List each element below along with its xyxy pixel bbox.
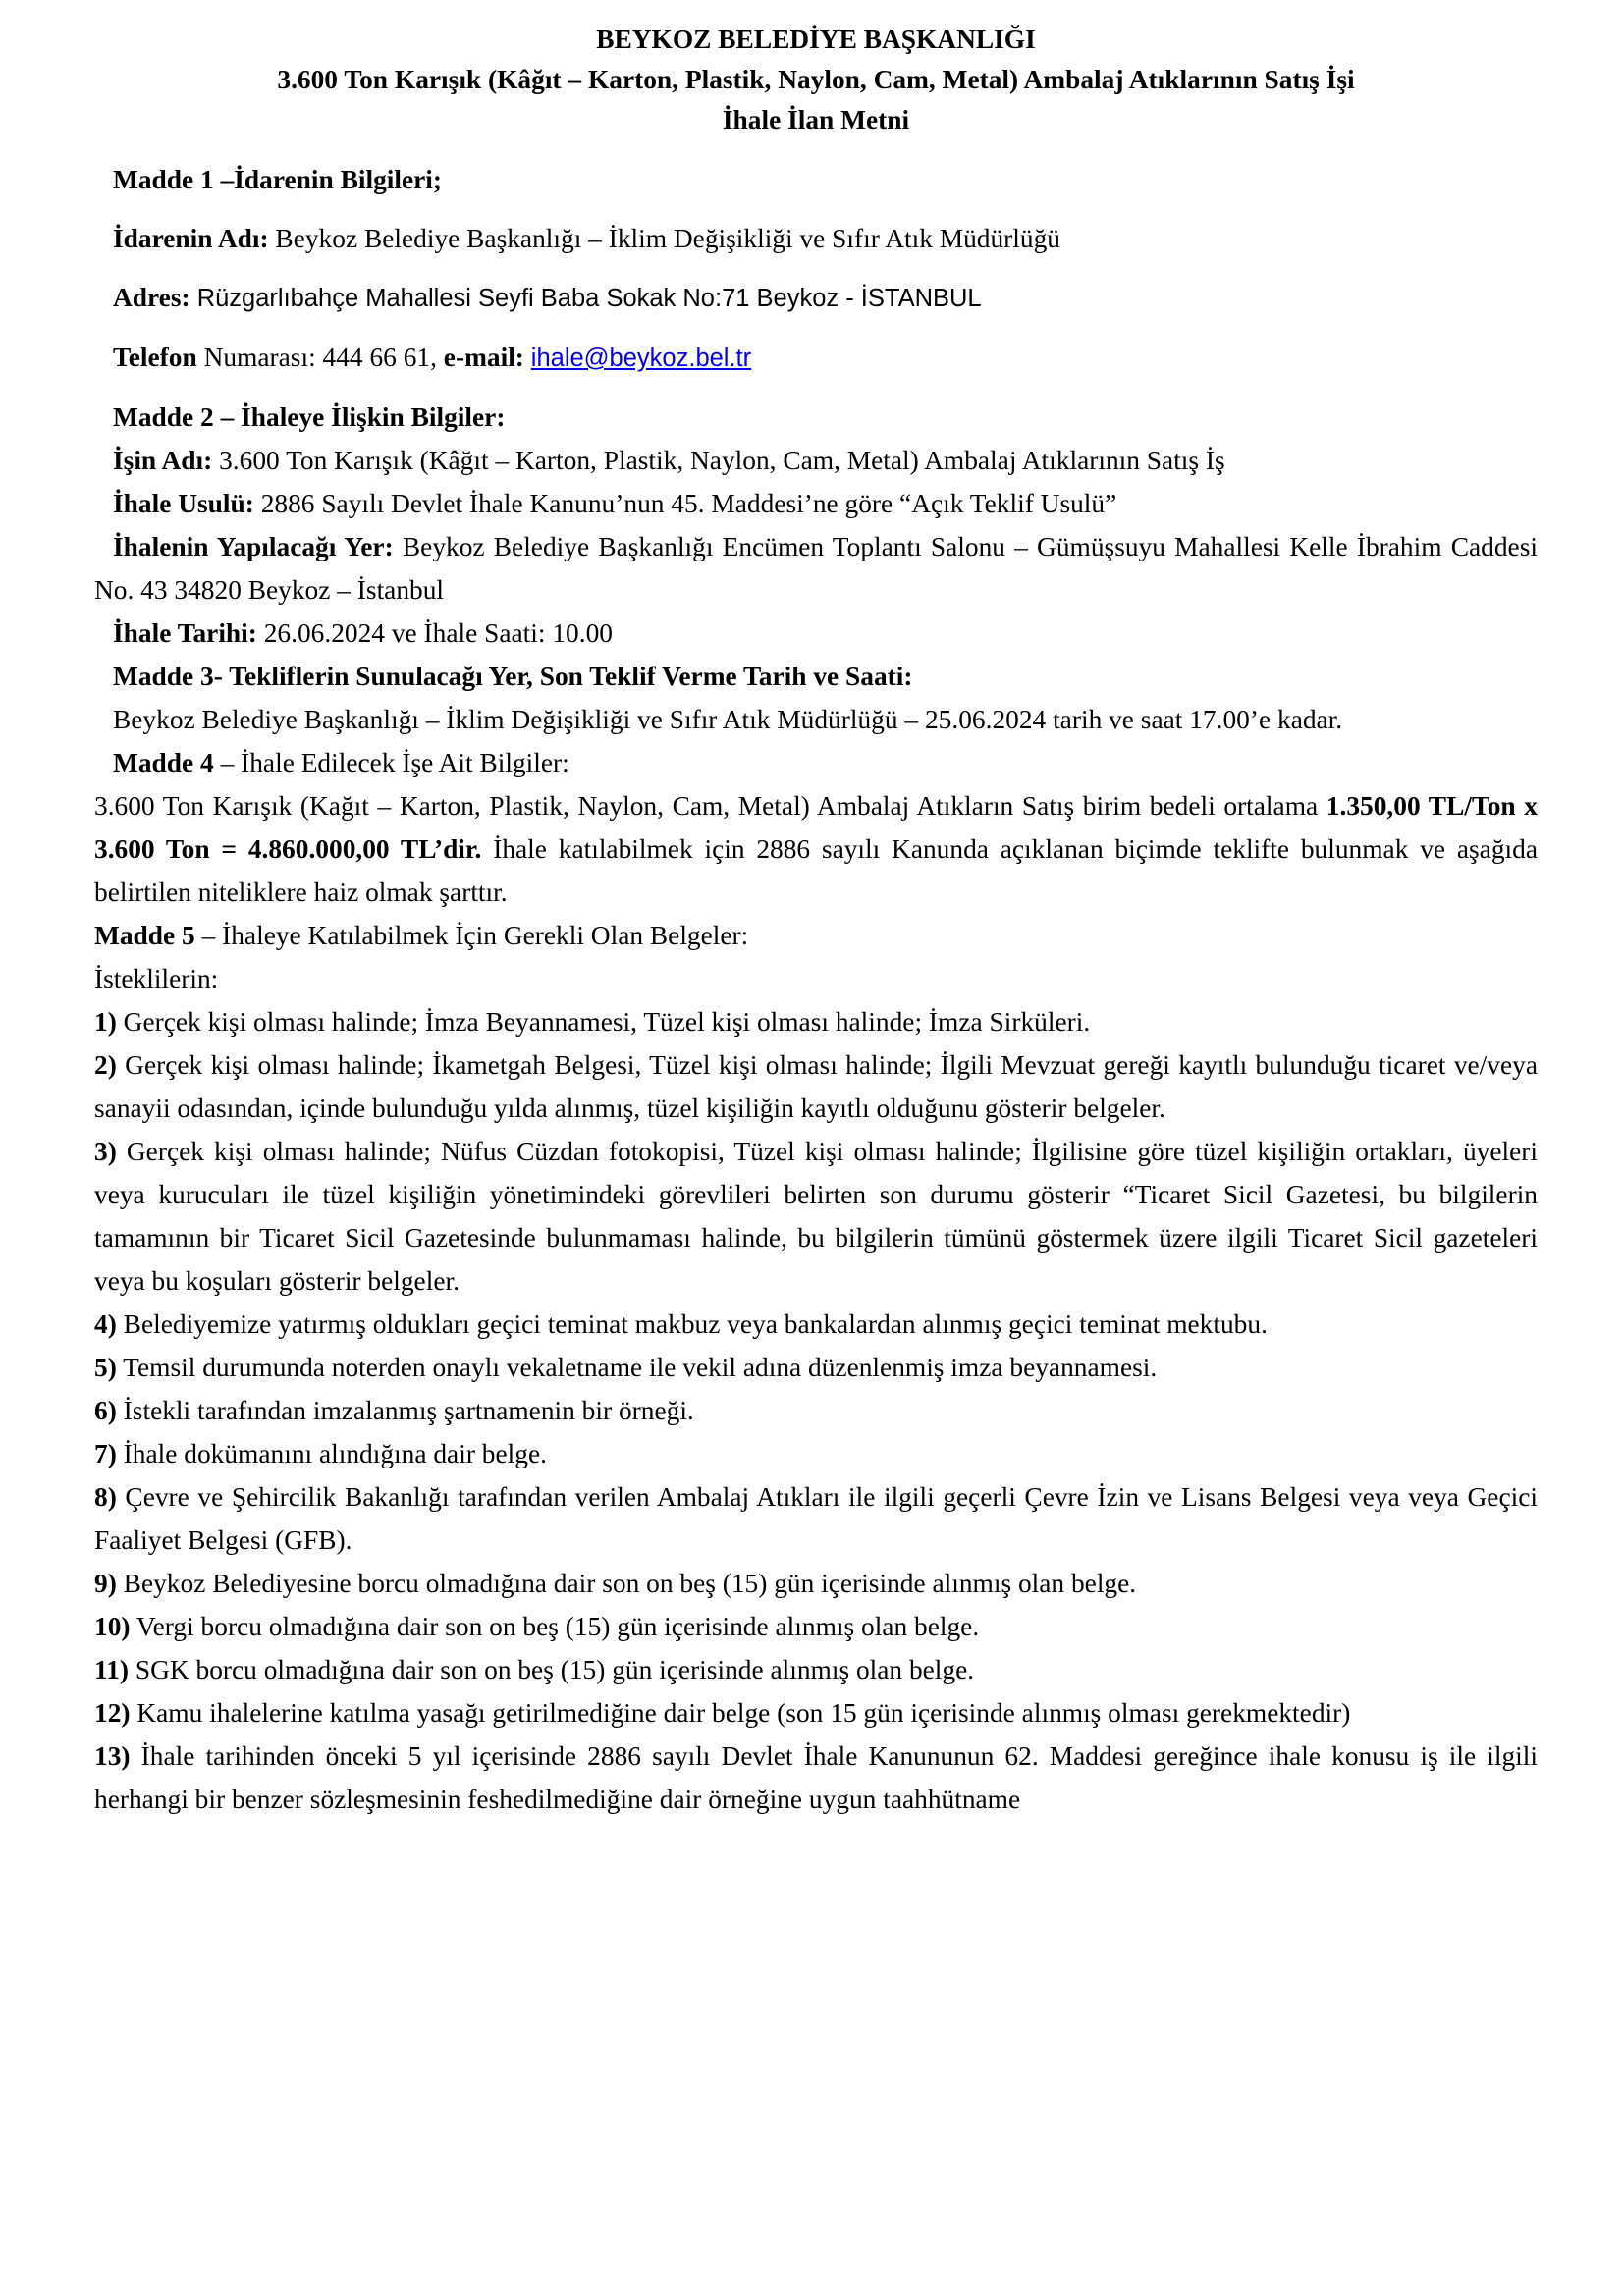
m2-method-value: 2886 Sayılı Devlet İhale Kanunu’nun 45. Maddesi’ne göre “Açık Teklif Usulü” <box>253 489 1117 518</box>
m4-price: 1.350,00 TL/Ton x 3.600 Ton = 4.860.000,00 TL’dir. <box>94 791 1538 864</box>
m2-place <box>94 525 1538 612</box>
m2-date-label: İhale Tarihi: <box>113 618 257 648</box>
m3-title: Madde 3- Tekliflerin Sunulacağı Yer, Son Teklif Verme Tarih ve Saati: <box>113 662 913 691</box>
m1-name-label: İdarenin Adı: <box>113 224 269 253</box>
m4-title: Madde 4 – İhale Edilecek İşe Ait Bilgiler: <box>113 748 569 777</box>
m1-name-value: Beykoz Belediye Başkanlığı – İklim Değişikliği ve Sıfır Atık Müdürlüğü <box>268 224 1060 253</box>
m1-name <box>94 217 1538 260</box>
m1-address-value: Rüzgarlıbahçe Mahallesi Seyfi Baba Sokak No:71 Beykoz - İSTANBUL <box>189 285 982 312</box>
list-item: 7) İhale dokümanını alındığına dair belge. <box>94 1439 547 1468</box>
list-item: 3) Gerçek kişi olması halinde; Nüfus Cüzdan fotokopisi, Tüzel kişi olması halinde; İlgilisine göre tüzel kişiliğin ortakları, üyeleri veya kurucuları ile tüzel kişiliğin yönetimindeki görevlileri belirten son durumu gösterir “Ticaret Sicil Gazetesi, bu bilgilerin tamamının bir Ticaret Sicil Gazetesinde bulunmaması halinde, bu bilgilerin tümünü göstermek üzere ilgili Ticaret Sicil gazeteleri veya bu koşuları gösterir belgeler. <box>94 1137 1538 1296</box>
m2-method <box>94 482 1538 525</box>
list-item: 6) İstekli tarafından imzalanmış şartnamenin bir örneği. <box>94 1396 694 1425</box>
list-item: 5) Temsil durumunda noterden onaylı vekaletname ile vekil adına düzenlenmiş imza beyannamesi. <box>94 1353 1158 1382</box>
list-item: 13) İhale tarihinden önceki 5 yıl içerisinde 2886 sayılı Devlet İhale Kanununun 62. Maddesi gereğince ihale konusu iş ile ilgili herhangi bir benzer sözleşmesinin feshedilmediğine dair örneğine uygun taahhütname <box>94 1741 1538 1814</box>
list-item: 4) Belediyemize yatırmış oldukları geçici teminat makbuz veya bankalardan alınmış geçici teminat mektubu. <box>94 1309 1268 1339</box>
m1-address-label: Adres: <box>113 283 190 312</box>
m2-job-value: 3.600 Ton Karışık (Kâğıt – Karton, Plastik, Naylon, Cam, Metal) Ambalaj Atıklarının Satış İş <box>212 446 1225 475</box>
m2-job <box>94 439 1538 482</box>
m1-tel-label: Telefon <box>113 343 197 372</box>
m2-job-label: İşin Adı: <box>113 446 213 475</box>
m1-address <box>94 276 1538 320</box>
list-item: 9) Beykoz Belediyesine borcu olmadığına dair son on beş (15) gün içerisinde alınmış olan belge. <box>94 1569 1137 1598</box>
m2-date <box>94 612 1538 655</box>
list-item: 12) Kamu ihalelerine katılma yasağı getirilmediğine dair belge (son 15 gün içerisinde alınmış olması gerekmektedir) <box>94 1698 1351 1728</box>
header-institution: BEYKOZ BELEDİYE BAŞKANLIĞI <box>596 25 1036 54</box>
email-link[interactable]: ihale@beykoz.bel.tr <box>530 345 752 372</box>
m1-title: Madde 1 –İdarenin Bilgileri; <box>113 165 443 194</box>
list-item: 8) Çevre ve Şehircilik Bakanlığı tarafından verilen Ambalaj Atıkları ile ilgili geçerli Çevre İzin ve Lisans Belgesi veya veya Geçici Faaliyet Belgesi (GFB). <box>94 1482 1538 1555</box>
list-item: 10) Vergi borcu olmadığına dair son on beş (15) gün içerisinde alınmış olan belge. <box>94 1612 980 1641</box>
header-subject: 3.600 Ton Karışık (Kâğıt – Karton, Plastik, Naylon, Cam, Metal) Ambalaj Atıklarının Satış İşi <box>277 65 1355 94</box>
m2-place-value: Beykoz Belediye Başkanlığı Encümen Toplantı Salonu – Gümüşsuyu Mahallesi Kelle İbrahim Caddesi No. 43 34820 Beykoz – İstanbul <box>94 532 1538 605</box>
m2-method-label: İhale Usulü: <box>113 489 254 518</box>
header-doc-title: İhale İlan Metni <box>722 105 910 134</box>
m2-title: Madde 2 – İhaleye İlişkin Bilgiler: <box>113 402 506 432</box>
list-item: 2) Gerçek kişi olması halinde; İkametgah Belgesi, Tüzel kişi olması halinde; İlgili Mevzuat gereği kayıtlı bulunduğu ticaret ve/veya sanayii odasından, içinde bulunduğu yılda alınmış, tüzel kişiliğin kayıtlı olduğunu gösterir belgeler. <box>94 1050 1538 1123</box>
m5-title: Madde 5 – İhaleye Katılabilmek İçin Gerekli Olan Belgeler: <box>94 921 749 950</box>
m5-intro: İsteklilerin: <box>94 964 219 993</box>
m2-date-value: 26.06.2024 ve İhale Saati: 10.00 <box>256 618 613 648</box>
m3-text: Beykoz Belediye Başkanlığı – İklim Değişikliği ve Sıfır Atık Müdürlüğü – 25.06.2024 tarih ve saat 17.00’e kadar. <box>113 705 1343 734</box>
m1-mail-label: e-mail: <box>443 343 524 372</box>
m5-list <box>94 1000 1538 1821</box>
list-item: 11) SGK borcu olmadığına dair son on beş (15) gün içerisinde alınmış olan belge. <box>94 1655 975 1684</box>
document-page <box>94 14 1538 1821</box>
m1-tel-value: Numarası: 444 66 61, <box>196 343 444 372</box>
list-item: 1) Gerçek kişi olması halinde; İmza Beyannamesi, Tüzel kişi olması halinde; İmza Sirküleri. <box>94 1007 1091 1037</box>
m4-text: 3.600 Ton Karışık (Kağıt – Karton, Plastik, Naylon, Cam, Metal) Ambalaj Atıkların Satış birim bedeli ortalama 1.350,00 TL/Ton x 3.600 Ton = 4.860.000,00 TL’dir. İhale katılabilmek için 2886 sayılı Kanunda açıklanan biçimde teklifte bulunmak ve aşağıda belirtilen niteliklere haiz olmak şarttır. <box>94 791 1538 907</box>
m1-contact <box>94 336 1538 380</box>
m2-place-label: İhalenin Yapılacağı Yer: <box>113 532 394 561</box>
